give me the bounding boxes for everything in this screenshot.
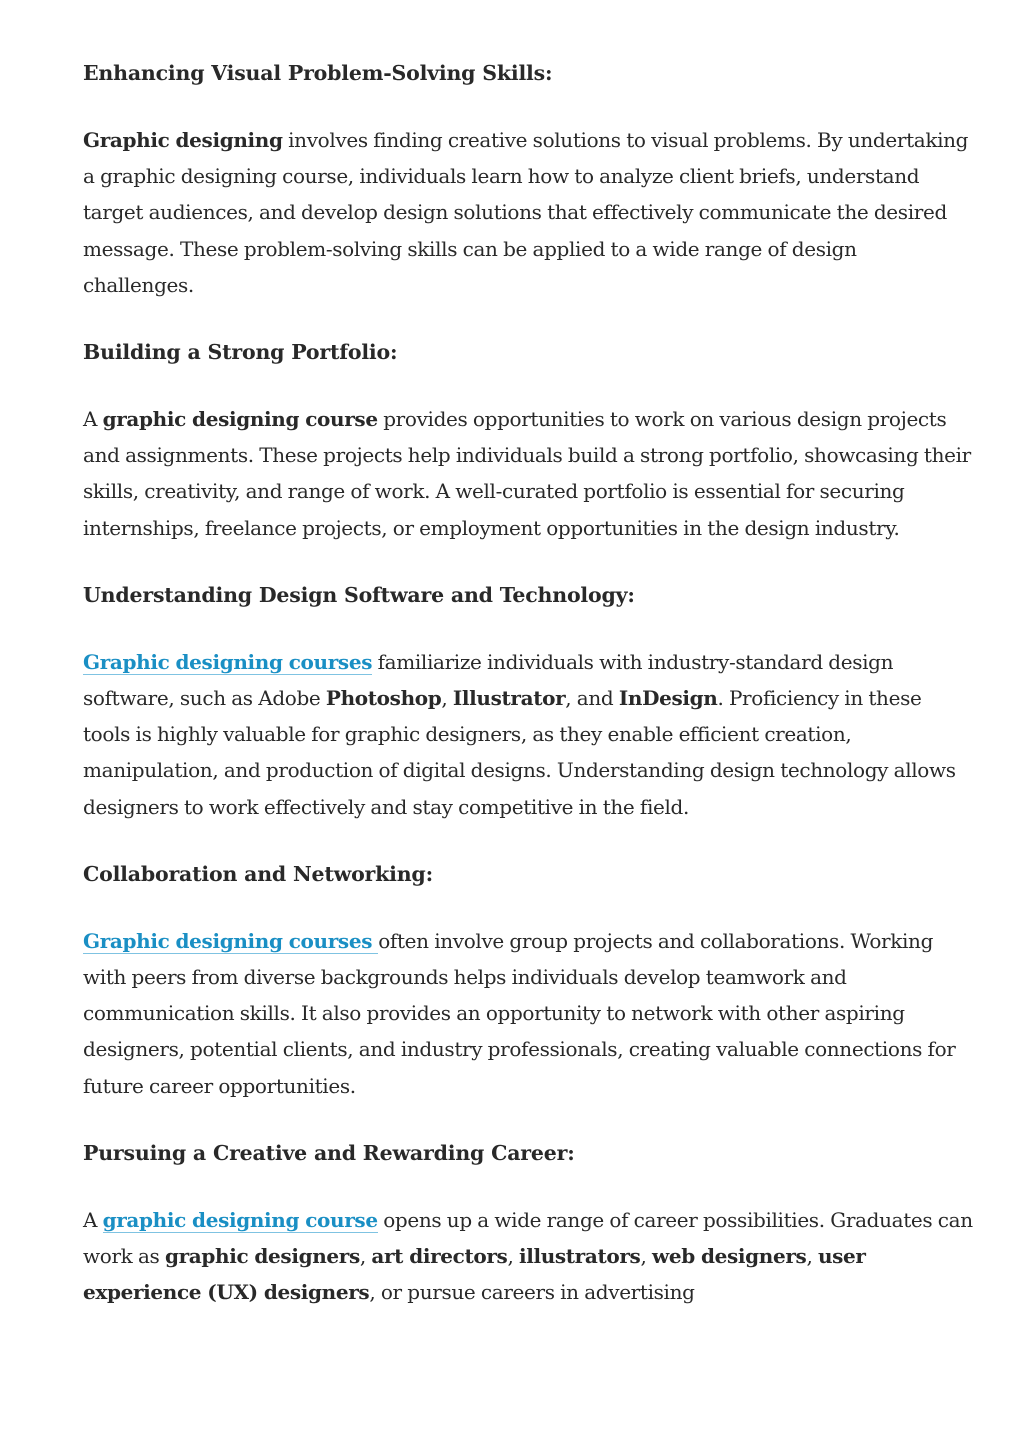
bold-text: graphic designers xyxy=(164,1244,360,1269)
section-paragraph xyxy=(83,644,973,825)
paragraph-text: . Proficiency in these tools is highly valuable for graphic designers, as they enable efficient creation, manipulation, and production of digital designs. Understanding design technology allows designers to work effectively and stay competitive in the field. xyxy=(83,686,956,819)
bold-text: art directors xyxy=(371,1244,508,1269)
section-heading: Pursuing a Creative and Rewarding Career: xyxy=(83,1140,575,1165)
course-link[interactable]: Graphic designing courses xyxy=(83,649,373,674)
paragraph-text: involves finding creative solutions to visual problems. By undertaking a graphic designing course, individuals learn how to analyze client briefs, understand target audiences, and develop design solutions that effectively communicate the desired message. These problem-solving skills can be applied to a wide range of design challenges. xyxy=(83,128,969,297)
section-heading: Collaboration and Networking: xyxy=(83,861,433,886)
section-heading: Understanding Design Software and Technology: xyxy=(83,582,635,607)
paragraph-text: , or pursue careers in advertising xyxy=(369,1280,695,1305)
bold-text: user experience (UX) designers xyxy=(83,1244,866,1305)
bold-text: graphic designing course xyxy=(102,407,378,432)
bold-text: web designers xyxy=(651,1244,807,1269)
section-heading: Building a Strong Portfolio: xyxy=(83,340,398,365)
paragraph-text: , and xyxy=(565,686,619,711)
paragraph-text: , xyxy=(640,1244,652,1269)
bold-text: Photoshop xyxy=(325,686,442,711)
section-paragraph xyxy=(83,401,973,546)
bold-text: Illustrator xyxy=(452,686,566,711)
paragraph-text: , xyxy=(441,686,453,711)
paragraph-text: , xyxy=(507,1244,519,1269)
section-paragraph xyxy=(83,923,973,1104)
section-heading: Enhancing Visual Problem-Solving Skills: xyxy=(83,61,553,85)
paragraph-text: , xyxy=(806,1244,818,1269)
paragraph-text: familiarize individuals with industry-standard design software, such as Adobe xyxy=(83,649,894,711)
paragraph-text: A xyxy=(83,407,103,432)
paragraph-text: opens up a wide range of career possibilities. Graduates can work as xyxy=(83,1207,973,1269)
paragraph-text: , xyxy=(359,1244,372,1269)
bold-text: Graphic designing xyxy=(83,128,283,152)
paragraph-text: often involve group projects and collaborations. Working with peers from diverse backgrounds helps individuals develop teamwork and communication skills. It also provides an opportunity to network with other aspiring designers, potential clients, and industry professionals, creating valuable connections for future career opportunities. xyxy=(83,928,956,1098)
article-body xyxy=(83,55,973,1341)
course-link[interactable]: graphic designing course xyxy=(102,1207,378,1232)
paragraph-text: provides opportunities to work on various design projects and assignments. These projects help individuals build a strong portfolio, showcasing their skills, creativity, and range of work. A well-curated portfolio is essential for securing internships, freelance projects, or employment opportunities in the design industry. xyxy=(83,407,971,540)
paragraph-text: A xyxy=(83,1207,103,1232)
course-link[interactable]: Graphic designing courses xyxy=(83,928,379,953)
bold-text: InDesign xyxy=(618,686,718,711)
bold-text: illustrators xyxy=(518,1244,641,1269)
section-paragraph xyxy=(83,1202,973,1311)
section-paragraph xyxy=(83,122,973,303)
